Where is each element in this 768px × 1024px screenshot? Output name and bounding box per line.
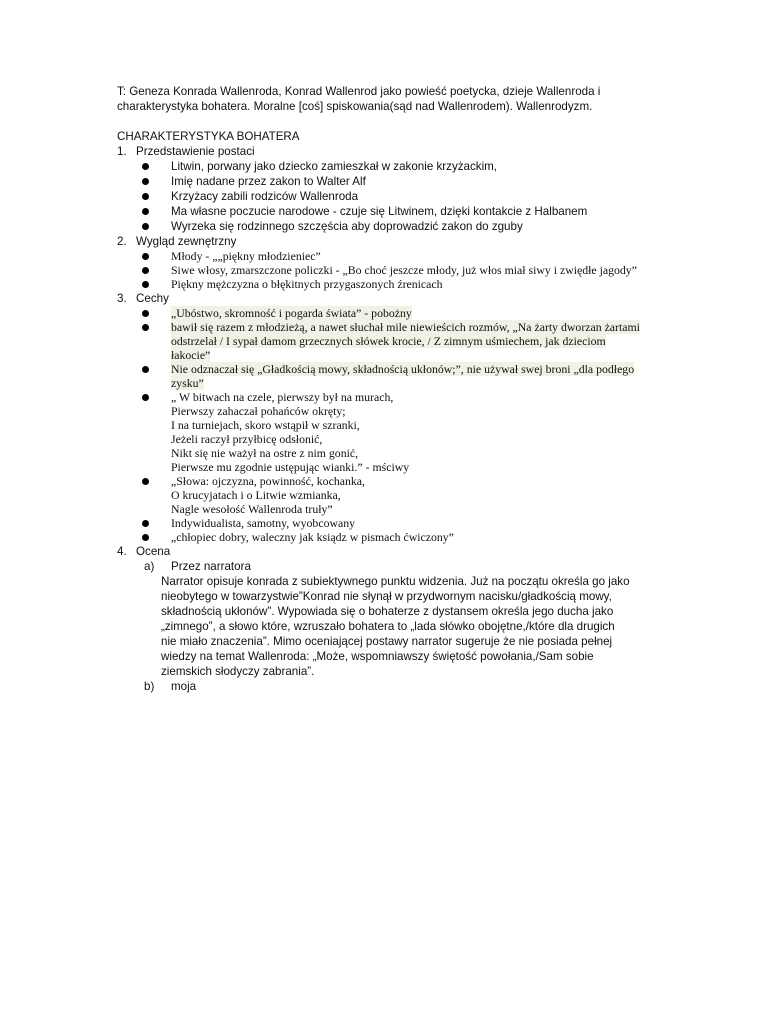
- bullet-icon: [142, 223, 149, 230]
- sub-item-letter: a): [144, 560, 155, 573]
- list-item-verse: „Słowa: ojczyzna, powinność, kochanka, O krucyjatach i o Litwie wzmianka, Nagle wesołość Wallenroda truły”: [117, 474, 647, 516]
- bullet-list-1: [117, 159, 647, 234]
- item-number: 2.: [117, 235, 127, 248]
- document-page: [117, 84, 647, 694]
- bullet-list-2: [117, 249, 647, 291]
- bullet-icon: [142, 394, 149, 401]
- bullet-icon: [142, 534, 149, 541]
- item-number: 4.: [117, 545, 127, 558]
- list-item: „chłopiec dobry, waleczny jak ksiądz w pismach ćwiczony”: [117, 530, 647, 544]
- list-item: Indywidualista, samotny, wyobcowany: [117, 516, 647, 530]
- item-heading: Ocena: [136, 545, 171, 558]
- item-number: 3.: [117, 292, 127, 305]
- bullet-icon: [142, 193, 149, 200]
- bullet-icon: [142, 324, 149, 331]
- sub-item-label: moja: [171, 680, 197, 693]
- item-heading: Przedstawienie postaci: [136, 145, 255, 158]
- bullet-icon: [142, 281, 149, 288]
- bullet-icon: [142, 478, 149, 485]
- list-item-verse: „ W bitwach na czele, pierwszy był na murach, Pierwszy zahaczał pohańców okręty; I na turniejach, skoro wstąpił w szranki, Jeżeli raczył przyłbicę odsłonić, Nikt się nie ważył na ostre z nim gonić, Pierwsze mu zgodnie ustępując wianki.” - mściwy: [117, 390, 647, 474]
- bullet-icon: [142, 163, 149, 170]
- list-item: Nie odznaczał się „Gładkością mowy, składnością ukłonów;”, nie używał swej broni „dla podłego zysku”: [117, 362, 647, 390]
- numbered-item-4: [117, 544, 647, 559]
- narrator-paragraph: Narrator opisuje konrada z subiektywnego punktu widzenia. Już na początu określa go jako nieobytego w towarzystwie”Konrad nie słynął w przydwornym nacisku/gładkością mowy, składnością ukłonów”. Wypowiada się o bohaterze z dystansem określa jego ducha jako „zimnego”, a słowo które, wzruszało bohatera to „lada słówko obojętne,/które dla drugich nie miało znaczenia”. Mimo oceniającej postawy narrator sugeruje że nie posiada pełnej wiedzy na temat Wallenroda: „Może, wspomniawszy świętość powołania,/Sam sobie ziemskich słodyczy zabrania”.: [161, 575, 630, 678]
- bullet-icon: [142, 520, 149, 527]
- section-heading: CHARAKTERYSTYKA BOHATERA: [117, 130, 300, 143]
- list-item: Siwe włosy, zmarszczone policzki - „Bo choć jeszcze młody, już włos miał siwy i zwiędłe jagody”: [117, 263, 647, 277]
- list-item: Krzyżacy zabili rodziców Wallenroda: [117, 189, 647, 204]
- sub-item-a: [117, 559, 647, 574]
- list-item: Piękny mężczyzna o błękitnych przygaszonych źrenicach: [117, 277, 647, 291]
- numbered-item-2: [117, 234, 647, 249]
- list-item: Imię nadane przez zakon to Walter Alf: [117, 174, 647, 189]
- bullet-icon: [142, 178, 149, 185]
- list-item: Młody - „„piękny młodzieniec”: [117, 249, 647, 263]
- list-item: „Ubóstwo, skromność i pogarda świata” - pobożny: [117, 306, 647, 320]
- bullet-icon: [142, 366, 149, 373]
- bullet-icon: [142, 310, 149, 317]
- sub-item-label: Przez narratora: [171, 560, 251, 573]
- item-number: 1.: [117, 145, 127, 158]
- bullet-list-3: [117, 306, 647, 544]
- list-item: bawił się razem z młodzieżą, a nawet słuchał mile niewieścich rozmów, „Na żarty dworzan żartami odstrzelał / I sypał damom grzecznych słówek krocie, / Z zimnym uśmiechem, jak dzieciom łakocie”: [117, 320, 647, 362]
- bullet-icon: [142, 267, 149, 274]
- list-item: Wyrzeka się rodzinnego szczęścia aby doprowadzić zakon do zguby: [117, 219, 647, 234]
- item-heading: Cechy: [136, 292, 169, 305]
- sub-item-letter: b): [144, 680, 155, 693]
- document-title: T: Geneza Konrada Wallenroda, Konrad Wallenrod jako powieść poetycka, dzieje Wallenroda i charakterystyka bohatera. Moralne [coś] spiskowania(sąd nad Wallenrodem). Wallenrodyzm.: [117, 85, 601, 113]
- bullet-icon: [142, 253, 149, 260]
- numbered-item-3: [117, 291, 647, 306]
- list-item: Ma własne poczucie narodowe - czuje się Litwinem, dzięki kontakcie z Halbanem: [117, 204, 647, 219]
- numbered-item-1: [117, 144, 647, 159]
- sub-item-b: [117, 679, 647, 694]
- list-item: Litwin, porwany jako dziecko zamieszkał w zakonie krzyżackim,: [117, 159, 647, 174]
- bullet-icon: [142, 208, 149, 215]
- item-heading: Wygląd zewnętrzny: [136, 235, 237, 248]
